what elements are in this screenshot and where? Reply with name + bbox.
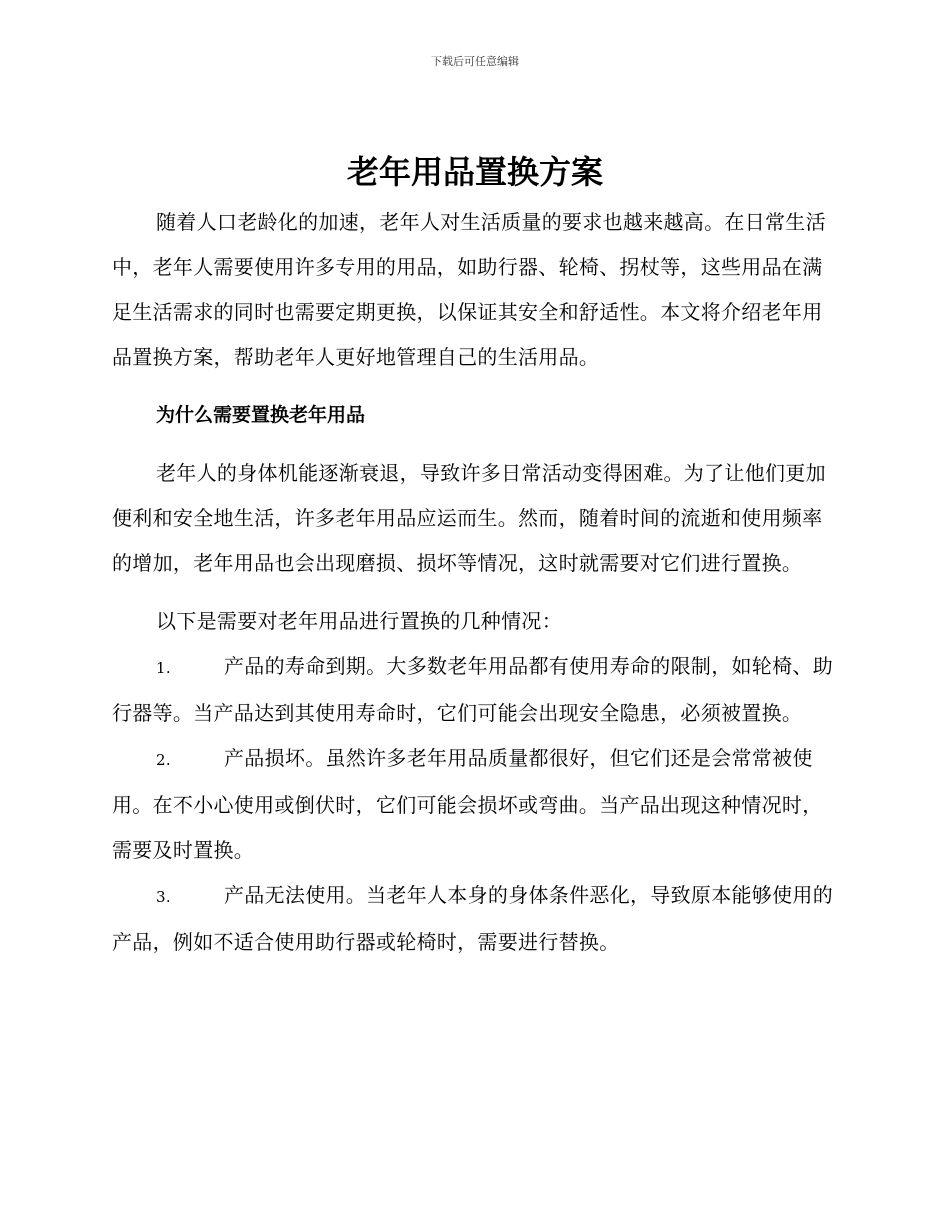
list-item-text: 产品的寿命到期。大多数老年用品都有使用寿命的限制，如轮椅、助行器等。当产品达到其使用寿命时，它们可能会出现安全隐患，必须被置换。 xyxy=(112,654,833,725)
list-item-number: 2. xyxy=(156,751,171,769)
list-item-number: 1. xyxy=(156,659,171,677)
document-body xyxy=(112,200,836,965)
list-item-number: 3. xyxy=(156,888,171,906)
list-item xyxy=(112,736,836,873)
list-item-text: 产品损坏。虽然许多老年用品质量都很好，但它们还是会常常被使用。在不小心使用或倒伏时，它们可能会损坏或弯曲。当产品出现这种情况时，需要及时置换。 xyxy=(112,746,823,862)
document-title: 老年用品置换方案 xyxy=(346,153,603,191)
header-note: 下载后可任意编辑 xyxy=(431,55,519,68)
list-item xyxy=(112,644,836,736)
list-item xyxy=(112,873,836,965)
section-heading: 为什么需要置换老年用品 xyxy=(156,404,366,426)
list-intro: 以下是需要对老年用品进行置换的几种情况： xyxy=(156,609,562,633)
list-item-text: 产品无法使用。当老年人本身的身体条件恶化，导致原本能够使用的产品，例如不适合使用助行器或轮椅时，需要进行替换。 xyxy=(112,883,833,954)
intro-paragraph: 随着人口老龄化的加速，老年人对生活质量的要求也越来越高。在日常生活中，老年人需要使用许多专用的用品，如助行器、轮椅、拐杖等，这些用品在满足生活需求的同时也需要定期更换，以保证其安全和舒适性。本文将介绍老年用品置换方案，帮助老年人更好地管理自己的生活用品。 xyxy=(112,210,826,369)
section-paragraph: 老年人的身体机能逐渐衰退，导致许多日常活动变得困难。为了让他们更加便利和安全地生活，许多老年用品应运而生。然而，随着时间的流逝和使用频率的增加，老年用品也会出现磨损、损坏等情况，这时就需要对它们进行置换。 xyxy=(112,461,826,575)
